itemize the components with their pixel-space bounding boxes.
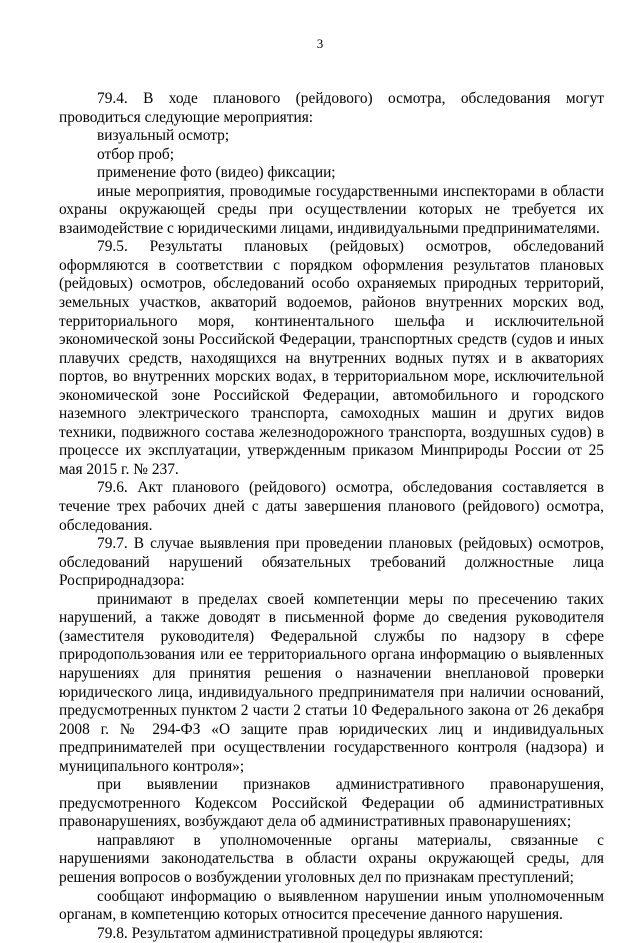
list-item: направляют в уполномоченные органы материалы, связанные с нарушениями законодательства в области охраны окружающей среды, для решения вопросов о возбуждении уголовных дел по признакам преступлений; bbox=[59, 831, 604, 886]
list-item: сообщают информацию о выявленном нарушении иным уполномоченным органам, в компетенцию которых относится пресечение данного нарушения. bbox=[59, 887, 604, 924]
list-item: применение фото (видео) фиксации; bbox=[97, 164, 336, 182]
page-number: 3 bbox=[316, 36, 324, 51]
document-body bbox=[59, 90, 604, 943]
paragraph-79-5: 79.5. Результаты плановых (рейдовых) осмотров, обследований оформляются в соответствии с порядком оформления результатов плановых (рейдовых) осмотров, обследований особо охраняемых природных территорий, земельных участков, акваторий водоемов, районов внутренних морских вод, территориального моря, континентального шельфа и исключительной экономической зоны Российской Федерации, транспортных средств (судов и иных плавучих средств, находящихся на внутренних водных путях и в акваториях портов, во внутренних морских водах, в территориальном море, исключительной экономической зоне Российской Федерации, автомобильного и городского наземного электрического транспорта, самоходных машин и других видов техники, подвижного состава железнодорожного транспорта, воздушных судов) в процессе их эксплуатации, утвержденным приказом Минприроды России от 25 мая 2015 г. № 237. bbox=[59, 238, 604, 478]
list-item: при выявлении признаков административного правонарушения, предусмотренного Кодексом Российской Федерации об административных правонарушениях, возбуждают дела об административных правонарушениях; bbox=[59, 776, 604, 831]
list-item: визуальный осмотр; bbox=[97, 127, 230, 145]
paragraph-79-7: 79.7. В случае выявления при проведении плановых (рейдовых) осмотров, обследований нарушений обязательных требований должностные лица Росприроднадзора: bbox=[59, 535, 604, 590]
list-item: отбор проб; bbox=[97, 145, 175, 163]
paragraph-79-4: 79.4. В ходе планового (рейдового) осмотра, обследования могут проводиться следующие мероприятия: bbox=[59, 90, 604, 126]
paragraph-79-8: 79.8. Результатом административной процедуры являются: bbox=[97, 924, 484, 942]
list-item: принимают в пределах своей компетенции меры по пресечению таких нарушений, а также доводят в письменной форме до сведения руководителя (заместителя руководителя) Федеральной службы по надзору в сфере природопользования или ее территориального органа информацию о выявленных нарушениях для принятия решения о назначении внеплановой проверки юридического лица, индивидуального предпринимателя при наличии оснований, предусмотренных пунктом 2 части 2 статьи 10 Федерального закона от 26 декабря 2008 г. № 294-ФЗ «О защите прав юридических лиц и индивидуальных предпринимателей при осуществлении государственного контроля (надзора) и муниципального контроля»; bbox=[59, 590, 604, 775]
list-item: иные мероприятия, проводимые государственными инспекторами в области охраны окружающей среды при осуществлении которых не требуется их взаимодействие с юридическими лицами, индивидуальными предпринимателями. bbox=[59, 182, 604, 237]
paragraph-79-6: 79.6. Акт планового (рейдового) осмотра, обследования составляется в течение трех рабочих дней с даты завершения планового (рейдового) осмотра, обследования. bbox=[59, 479, 604, 534]
